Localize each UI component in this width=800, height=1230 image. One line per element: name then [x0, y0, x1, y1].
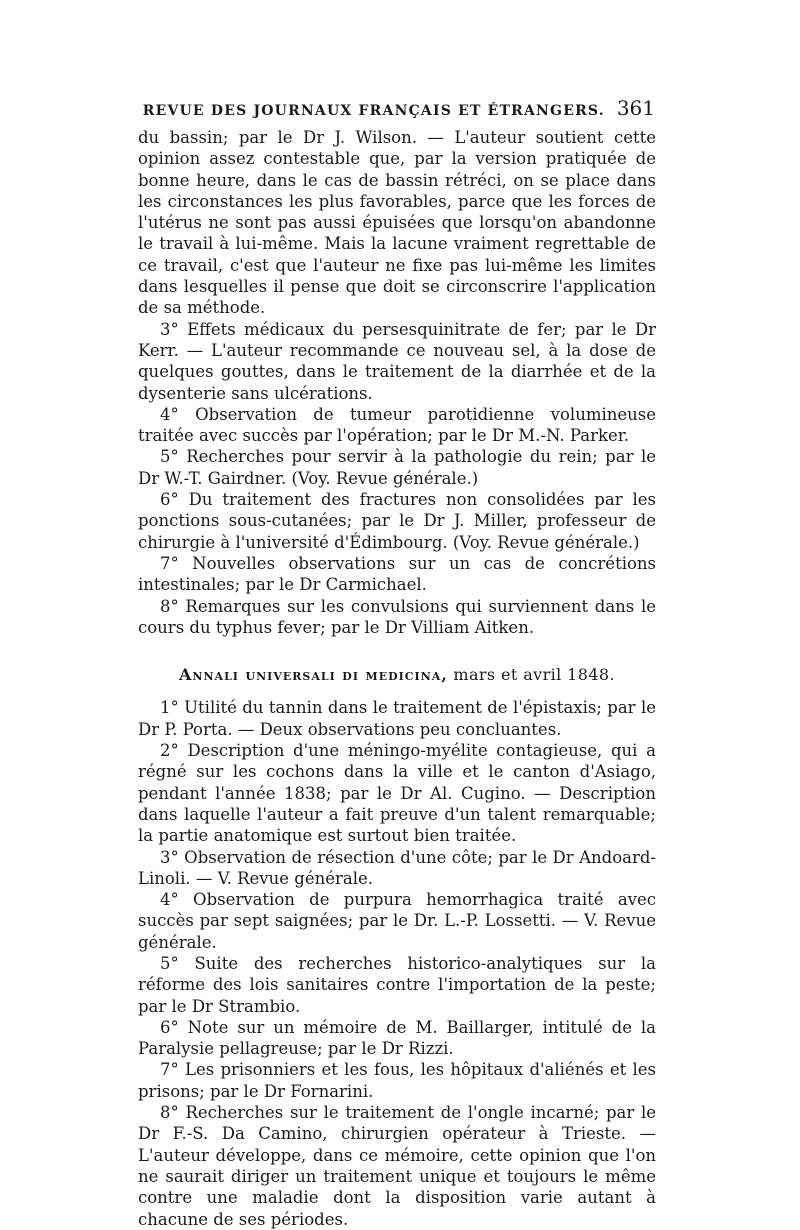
paragraph: 4° Observation de tumeur parotidienne volumineuse traitée avec succès par l'opération; par le Dr M.-N. Parker.: [138, 404, 656, 446]
journal-date: mars et avril 1848.: [453, 665, 615, 685]
paragraph: du bassin; par le Dr J. Wilson. — L'auteur soutient cette opinion assez contestable que, par la version pratiquée de bonne heure, dans le cas de bassin rétréci, on se place dans les circonstances les plus favorables, parce que les forces de l'utérus ne sont pas aussi épuisées que lorsqu'on abandonne le travail à lui-même. Mais la lacune vraiment regrettable de ce travail, c'est que l'auteur ne fixe pas lui-même les limites dans lesquelles il pense que doit se circonscrire l'application de sa méthode.: [138, 128, 656, 318]
journal-name: Annali universali di medicina,: [179, 665, 448, 685]
page-number: 361: [616, 96, 655, 120]
paragraph: 8° Remarques sur les convulsions qui surviennent dans le cours du typhus fever; par le Dr Villiam Aitken.: [138, 596, 656, 637]
paragraph: 7° Nouvelles observations sur un cas de concrétions intestinales; par le Dr Carmichael.: [138, 553, 656, 595]
paragraph: 6° Note sur un mémoire de M. Baillarger, intitulé de la Paralysie pellagreuse; par le Dr Rizzi.: [138, 1017, 656, 1059]
journal-heading: [138, 664, 656, 685]
paragraph: 5° Recherches pour servir à la pathologie du rein; par le Dr W.-T. Gairdner. (Voy. Revue générale.): [138, 447, 656, 488]
page-body: [138, 127, 656, 1230]
running-title: REVUE DES JOURNAUX FRANÇAIS ET ÉTRANGERS.: [142, 103, 605, 119]
paragraph: 8° Recherches sur le traitement de l'ongle incarné; par le Dr F.-S. Da Camino, chirurgien opérateur à Trieste. — L'auteur développe, dans ce mémoire, cette opinion que l'on ne saurait diriger un traitement unique et toujours le même contre une maladie dont la disposition varie autant à chacune de ses périodes.: [138, 1103, 656, 1229]
paragraph: 1° Utilité du tannin dans le traitement de l'épistaxis; par le Dr P. Porta. — Deux observations peu concluantes.: [138, 698, 656, 739]
paragraph: 2° Description d'une méningo-myélite contagieuse, qui a régné sur les cochons dans la ville et le canton d'Asiago, pendant l'année 1838; par le Dr Al. Cugino. — Description dans laquelle l'auteur a fait preuve d'un talent remarquable; la partie anatomique est surtout bien traitée.: [138, 741, 656, 846]
paragraph: 6° Du traitement des fractures non consolidées par les ponctions sous-cutanées; par le Dr J. Miller, professeur de chirurgie à l'université d'Édimbourg. (Voy. Revue générale.): [138, 490, 656, 552]
paragraph: 3° Observation de résection d'une côte; par le Dr Andoard-Linoli. — V. Revue générale.: [138, 847, 656, 888]
paragraph: 5° Suite des recherches historico-analytiques sur la réforme des lois sanitaires contre l'importation de la peste; par le Dr Strambio.: [138, 953, 656, 1016]
page-header: [0, 96, 655, 120]
paragraph: 4° Observation de purpura hemorrhagica traité avec succès par sept saignées; par le Dr. L.-P. Lossetti. — V. Revue générale.: [138, 890, 656, 952]
paragraph: 3° Effets médicaux du persesquinitrate de fer; par le Dr Kerr. — L'auteur recommande ce nouveau sel, à la dose de quelques gouttes, dans le traitement de la diarrhée et de la dysenterie sans ulcérations.: [138, 319, 656, 403]
paragraph: 7° Les prisonniers et les fous, les hôpitaux d'aliénés et les prisons; par le Dr Fornarini.: [138, 1060, 656, 1101]
